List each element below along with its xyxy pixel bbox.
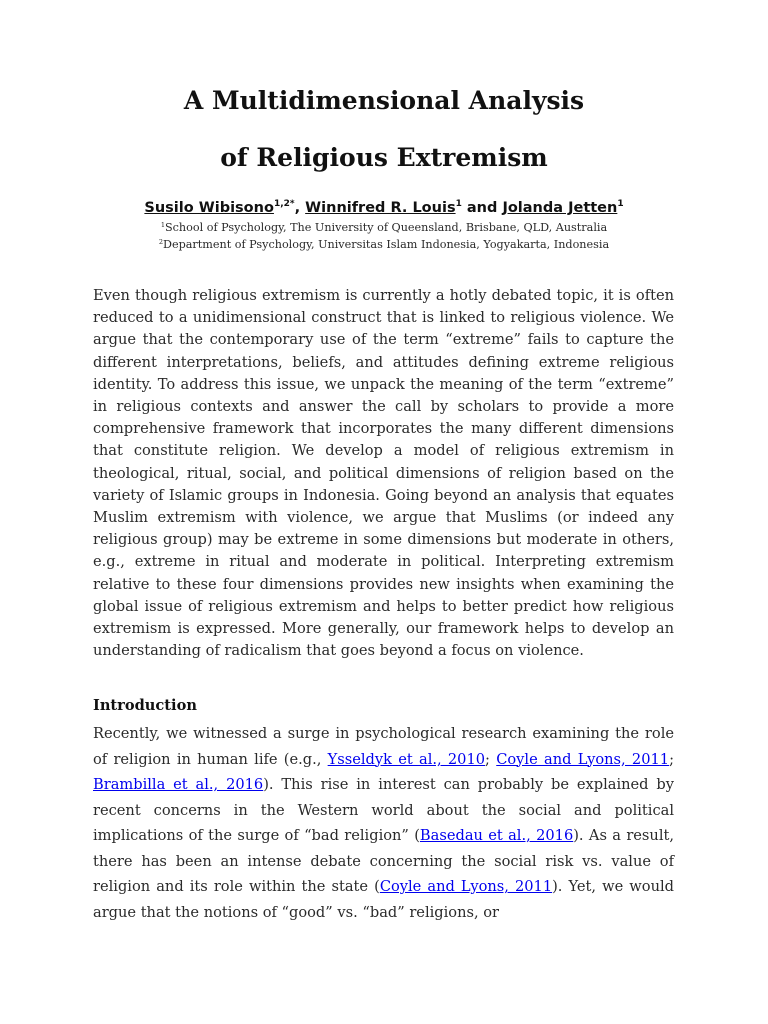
intro-text: ). As a result, there has been an intense debate concerning the social risk vs. value of religion and its role within the state ( bbox=[93, 827, 674, 895]
intro-text: ; bbox=[669, 750, 674, 768]
citation-link[interactable]: Ysseldyk et al., 2010 bbox=[327, 750, 486, 768]
citation-link[interactable]: Coyle and Lyons, 2011 bbox=[496, 750, 670, 768]
affiliation-1 bbox=[0, 221, 768, 234]
author-affiliation-marker: 1 bbox=[617, 199, 624, 209]
affiliation-2 bbox=[0, 238, 768, 251]
author-name[interactable]: Susilo Wibisono bbox=[144, 200, 274, 216]
abstract: Even though religious extremism is currently a hotly debated topic, it is often reduced to a unidimensional construct that is linked to religious violence. We argue that the contemporary use of the term “extreme” fails to capture the different interpretations, beliefs, and attitudes defining extreme religious identity. To address this issue, we unpack the meaning of the term “extreme” in religious contexts and answer the call by scholars to provide a more comprehensive framework that incorporates the many different dimensions that constitute religion. We develop a model of religious extremism in theological, ritual, social, and political dimensions of religion based on the variety of Islamic groups in Indonesia. Going beyond an analysis that equates Muslim extremism with violence, we argue that Muslims (or indeed any religious group) may be extreme in some dimensions but moderate in others, e.g., extreme in ritual and moderate in political. Interpreting extremism relative to these four dimensions provides new insights when examining the global issue of religious extremism and helps to better predict how religious extremism is expressed. More generally, our framework helps to develop an understanding of radicalism that goes beyond a focus on violence. bbox=[93, 287, 674, 660]
author-separator: and bbox=[461, 200, 503, 216]
paper-title-line-2: of Religious Extremism bbox=[220, 143, 548, 172]
citation-link[interactable]: Brambilla et al., 2016 bbox=[93, 776, 264, 793]
citation-link[interactable]: Basedau et al., 2016 bbox=[419, 827, 574, 844]
paper-title-line-1: A Multidimensional Analysis bbox=[183, 86, 585, 115]
author-affiliation-marker: 1 bbox=[455, 199, 462, 209]
section-heading-introduction: Introduction bbox=[93, 697, 197, 714]
intro-text: ). Yet, we would argue that the notions of “good” vs. “bad” religions, or bbox=[93, 878, 674, 921]
introduction-paragraph bbox=[93, 721, 674, 925]
intro-text: Recently, we witnessed a surge in psychological research examining the role of religion in human life (e.g., bbox=[93, 725, 674, 768]
intro-text: ). This rise in interest can probably be explained by recent concerns in the Western world about the social and political implications of the surge of “bad religion” ( bbox=[93, 776, 674, 844]
intro-text: ; bbox=[485, 750, 497, 768]
affiliation-marker: 1 bbox=[160, 221, 165, 229]
author-list bbox=[0, 200, 768, 216]
author-name[interactable]: Jolanda Jetten bbox=[502, 200, 618, 216]
author-affiliation-marker: 1,2* bbox=[273, 199, 295, 209]
author-name[interactable]: Winnifred R. Louis bbox=[305, 200, 456, 216]
affiliation-text: School of Psychology, The University of Queensland, Brisbane, QLD, Australia bbox=[164, 221, 608, 234]
author-separator: , bbox=[294, 200, 306, 216]
citation-link[interactable]: Coyle and Lyons, 2011 bbox=[379, 878, 553, 895]
affiliation-marker: 2 bbox=[158, 238, 163, 246]
affiliation-text: Department of Psychology, Universitas Islam Indonesia, Yogyakarta, Indonesia bbox=[163, 238, 610, 251]
